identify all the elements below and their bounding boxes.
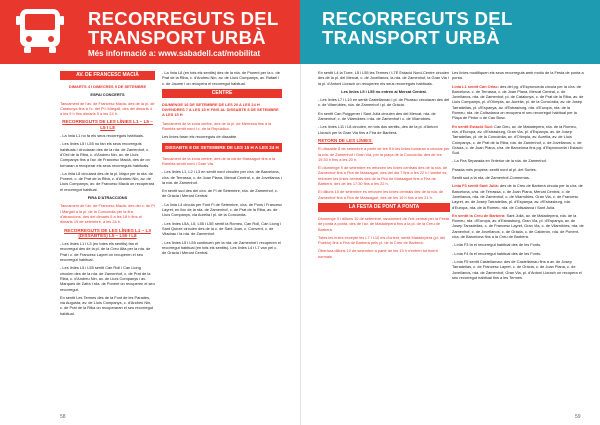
paragraph: - Les línies L11 i L8 circulen, en tots dos sentits, des de la pl. d'Antoni Llorach per la Gran Via fins a Fira de Barberà. [318, 124, 438, 135]
paragraph: Diumenge 9 i dilluns 10 de setembre, tancament de l'eix central per la Festa de ponta a ponta, des de l'av. de Matadepera fins a la pl. de la Creu de Barberà. [318, 215, 449, 232]
paragraph: - Línia F5 sentit Castellarnau: des de Castellarnau fins a av. de Josep Tarradellas, c. de Francesc Layret, c. de Gràcia, c. de Joan Plana, c. de Jovellanos, rda. de Zamenhof, Gran Via, pl. d'Antoni Llorach on recupera el seu recorregut habitual fins a les Termes. [452, 258, 582, 280]
title-line-2: TRANSPORT URBÀ [322, 27, 500, 48]
paragraph: Tancament de la zona centre, des de la pl. de Menresa fins a la Rambla sentit nord i c. de la República. [162, 120, 272, 132]
paragraph: - Les línies L7 i L10 en sentit Castellarnau i pl. de Picasso circularan des del c. de Vilarrúbies, rda. de Zamenhof i pl. de Gràcia. [318, 97, 450, 108]
date-heading: DIUMENGE 16 DE SETEMBRE DE LES 20 A LES 24 H DIVENDRES 7 A LES 15 H FINS AL DISSABTE 8 DE SETEMBRE A LES 15 H [162, 101, 279, 118]
page-title-left [88, 9, 298, 47]
column-1 [60, 70, 155, 319]
paragraph [452, 213, 584, 239]
section-heading: ESPAI CONCERTS [90, 92, 125, 98]
paragraph: Totes les línies excepte les L7 i L10 els d'orient, sentit Matadepera (pl. del Pueblo) fins a Fira de Barberà pels pl. de la Creu de Barberà. [318, 234, 446, 246]
route-text: des de la Creu de Barberà circula per la c/ra. de Barcelona, c/ra. de Terrassa, c. de Joan Plana, Mercat Central, c. de Jovellanos, rda. de Zamenhof, c. de Vilarrúbies, Gran Via, c. de Francesc Layret, av. de Josep Tarradellas, pl. d'Espanya, av. d'Estrasburg, rda. d'Europa, rda. de la Romeu, rda. de Collsalarca i Sant Julià. [452, 183, 583, 210]
paragraph: - Línia F4 fa el recorregut habitual des de les Fonts. [452, 250, 542, 256]
section-banner: DISSABTE 8 DE SETEMBRE DE LES 15 H A LES 24 H [162, 143, 282, 152]
title-line-1: RECORREGUTS DEL [322, 8, 513, 29]
column-4 [452, 70, 584, 283]
paragraph: Obertura dilluns 10 de setembre a partir de les 19 h s'entren tot tinent normals. [318, 248, 438, 259]
paragraph: - Les línies L1 i L3 (en totes els sentits) fan el recorregut des de la pl. de la Creu Alta per la rda. de Prat i c. de Francesc Layret on recuperen el seu recorregut habitual. [60, 241, 151, 263]
page-number-right: 59 [575, 414, 581, 420]
section-heading: RECORREGUTS DE LES LÍNIES L1 – L5 – L5 I L8 [62, 119, 153, 130]
route-text: des del pg. d'Espronceda circula per la c/ra. de Barcelona, c. de Terrassa, c. de Joan Plana, Mercat Central, c. de Jovellanos, rda. de Zamenhof, pl. de Catalunya, c. de Prat de la Riba, av. de Lluís Companys, pl. d'Olímpia, av. Aurèlia, pl. de la Concòrdia, av. de Josep Tarradellas, pl. d'Espanya, av. d'Estrasburg, rda. d'Europa, rda. de la Romeu, rda. de Collsalarca on recupera el seu recorregut habitual per la Plaça de Pintor o de Cau Bosc. [452, 83, 584, 121]
paragraph: - Línia F3 fa el recorregut habitual des de les Fonts. [452, 242, 542, 248]
paragraph [452, 84, 584, 121]
paragraph: - La Fira Separada en l'interior de la rda. de Zamenhof. [452, 158, 547, 164]
section-heading: FIRA D'ATRACCIONS [87, 195, 128, 201]
route-text: Can Deu, av. de Matadepera, rda. de la Romeu, rda. d'Europa, av. d'Estrasburg, Gran Via, pl. d'Espanya, av. de Josep Tarradellas, pl. de la Concòrdia, av. d'Olímpia, av. Aurèlia, av. de Lluís Companys, c. de Prat de la Riba, rda. de Zamenhof, c. de Jovellanos, c. de Gràcia, c. de Joan Plana, c/ra. de Barcelona fins pg. d'Espronceda i Estació Sud. [452, 123, 583, 156]
paragraph: - Les línies L5 i L55 no fan els seus recorreguts habituals i circularan des de la rda. de Zamenhof, c. d'Ord de la Riba, c. d'Andreu Nin, av. de Lluís Companys fins a l'av. de Francesc Macià, des de on tornaran a recuperar els seus recorreguts habituals. [60, 141, 150, 168]
page-title-right [322, 9, 592, 47]
paragraph: El diumenge 9 de setembre es reforcen les línies centrals des de la rda. de Zamenhof fins a Fira de Massagué, des del dia 7 fins a les 22 h i també es reforcen les línies centrals des de la Fira de Massagué fins a Fira de Barberà, des de les 17:30 fins a les 22 h. [318, 165, 448, 187]
paragraph: El dilluns 10 de setembre es reforcen les línies centrals des de la rda. de Zamenhof fins a Fira de Massagué, des de les 19 h fins a les 21 h. [318, 189, 444, 200]
route-label: En sentit Estació Sud: [452, 123, 494, 129]
column-2 [162, 70, 282, 258]
paragraph: Parada més propera: sentit nord al pl. del Sortes. [452, 166, 537, 172]
column-3 [318, 70, 450, 262]
paragraph [452, 183, 584, 209]
title-line-2: TRANSPORT URBÀ [88, 27, 266, 48]
route-text: Sant Julià, av. de Matadepera, rda. de la Romeu, rda. d'Europa, av. d'Estrasburg, Gran Via, pl. d'Espanya, av. de Josep Tarradellas, c. de Francesc Layret, Gran Via, c. de Vilarrúbies, rda. de Zamenhof, c. de Jovellanos, c. de Gràcia, c. de Calderón, rda. de Ponent, c/ra. de Barcelona fins a la Creu de Barberà. [452, 212, 584, 240]
paragraph [452, 124, 584, 156]
section-banner: CENTRE [162, 89, 282, 98]
paragraph: El dissabte 8 de setembre a partir de les 9 h les línies tornaran a circular per la rda. de Zamenhof i Gran Via, per la plaça de la Concòrdia, des de les 19:30 h fins a les 20 h. [318, 146, 450, 162]
paragraph: Tancament de l'av. de Francesc Macià, des del c. de Pi i Margall a la pl. de la Concòrdia per la fira d'atraccions, des del dimarts 5 a les 18 h fins al dimarts 19 de setembre, a les 24 h. [60, 203, 155, 225]
paragraph: - La línia L4 circula per Font Fi de Setembre, c/ra. de Pons i Francesc Layret, en lloc de la rda. de Zamenhof, c. de Prat de la Riba, av. de Lluís Companys, via Aurèlia i pl. de la Concòrdia. [162, 201, 283, 218]
paragraph: - Les línies L5 i L55 continuen per la rda. de Zamenhof i recuperen el recorregut habitual (en tots els sentits). Les línies L4 i L7 van pel c. de Gràcia i Mercat Central. [162, 239, 281, 256]
page-number-left: 58 [60, 414, 66, 420]
paragraph: - La línia L8 (en tots els sentits) des de la rda. de Ponent per la c. de Prat de la Riba, c. d'Andreu Nin, av. de Lluís Companys, av. Rafael i c. de Jaume i on recupera el recorregut habitual. [162, 70, 280, 86]
paragraph: - Les línies L1, L2 i L3 en sentit nord circulen per c/ra. de Barcelona, c/ra. de Terrassa, c. de Joan Plana, Mercat Central, c. de Jovellanos i la rda. de Zamenhof. [162, 169, 282, 185]
header-band-left [0, 0, 300, 64]
paragraph: - Les línies L5 i L55 sentit Can Roll i Can Llong circulen des de la rda. de Zamenhof, c. de Prat de la Riba, c. d'Andreu Nin, av. de Lluís Companys i av. Marquès de Zafra i rda. de Ponent on recuperen el seu recorregut. [60, 265, 155, 292]
subtitle-link[interactable]: Més informació a: www.sabadell.cat/mobilitat [88, 49, 261, 58]
route-label: Línia F3 sentit Sant Julià: [452, 183, 499, 189]
paragraph: Sentit sud a la rda. de Zamenhof-Comermas. [452, 175, 530, 181]
paragraph: En sentit L4 la Torre, L5 i L55 les Termes i L7E Estació Nord-Centre circulen des de la pl. del Mercat, c. de Jovellanos, la rda. de Zamenhof, la Gran Via i la pl. d'Antoni Llorach on recuperen els seus recorreguts habituals. [318, 70, 450, 86]
paragraph: En sentit sud des del c/ra. de Fi de Setembre, rda. de Zamenhof, c. de Gràcia i Mercat Central. [162, 188, 278, 199]
date-heading: DIMARTS 4 I DIMECRES 5 DE SETEMBRE [68, 84, 147, 89]
paragraph: En sentit Les Termes des de la Font de les Parades, via Augusta, av. de Lluís Companys, c. d'Andreu Nin, c. de Prat de la Riba on recuperaran el seu recorregut habitual. [60, 294, 153, 316]
section-banner: LA FESTA DE PONT A PONTA [318, 203, 450, 212]
bus-icon [14, 6, 66, 54]
paragraph: Les línies faran els recorreguts de dissabte. [162, 134, 238, 140]
paragraph: En sentit Can Puiggener i Sant Julià circulen des del Mercat, rda. de Zamenhof, c. de Vilarrúbies i rda. de Zamenhof i c. de Vilarrúbies. [318, 110, 436, 122]
section-banner: AV. DE FRANCESC MACIÀ [60, 71, 155, 80]
paragraph: Tancament de l'av. de Francesc Macià, des de la pl. de Catalunya fins a l'c. del Pi i Margall, des del dimarts 4 a les 9 h fins dimarts 5 a les 24 h. [60, 100, 155, 117]
note: Les línies L5 i L55 no entren al Mercat Central. [341, 88, 427, 94]
route-label: En sentit la Creu de Barberà: [452, 212, 506, 218]
route-label: Línia L1 sentit Can Oriac: [452, 83, 499, 89]
page-gutter [300, 64, 301, 425]
title-line-1: RECORREGUTS DEL [88, 8, 279, 29]
section-heading: RECORREGUTS DE LES LÍNIES L1 – L3 (DISSABTES) L5 – L55 I L8 [64, 227, 151, 238]
paragraph: - La línia L8 circularà des de la pl. Major per la rda. de Ponent, c. de Prat de la Riba, c. d'Andreu Nin, av. de Lluís Companys, av. de Francesc Macià on recuperarà el recorregut habitual. [60, 170, 155, 192]
section-heading: RETORN DE LES LÍNIES: [318, 137, 373, 143]
paragraph: Les línies modifiquen els seus recorreguts amb motiu de la Festa de ponta a ponta. [452, 70, 584, 81]
paragraph: Tancament de la zona centre, des de la via de Massagué fins a la Rambla sentit nord i Gran Via. [162, 155, 275, 166]
paragraph: - Les línies L5A, L5, L55 i L5E sentit la Romeu, Can Roll, Can Llong i Sant Quirze circulen des de la c. de Sant Joan, c. Convent, c. de Viladrau i la rda. de Zamenhof. [162, 220, 281, 237]
paragraph: - La línia L1 no fa els seus recorreguts habituals. [60, 133, 144, 139]
